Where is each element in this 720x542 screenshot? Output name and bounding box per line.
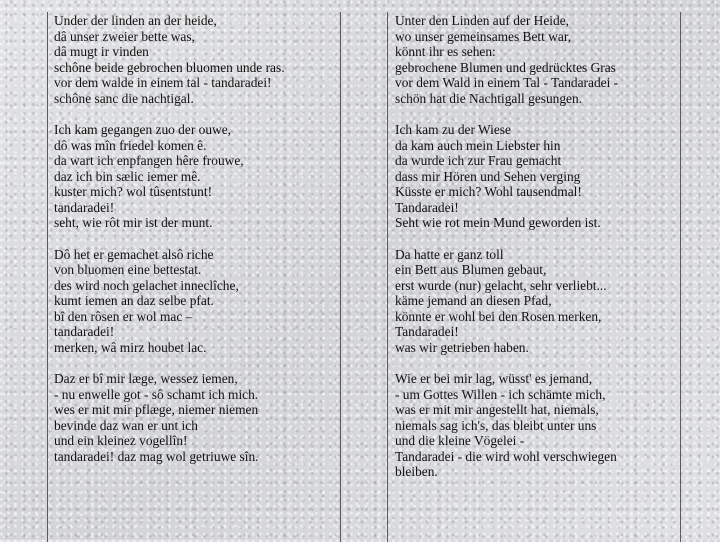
verse-line: Ich kam zu der Wiese — [395, 122, 511, 137]
verse-line: was wir getrieben haben. — [395, 339, 529, 355]
stanza-2 — [54, 122, 340, 231]
verse-line: vor dem walde in einem tal - tandaradei! — [54, 75, 272, 90]
verse-line: - nu enwelle got - sô schamt ich mich. — [54, 386, 259, 402]
verse-line: daz ich bin sælic iemer mê. — [54, 168, 201, 184]
verse-line: schône beide gebrochen bluomen unde ras. — [54, 59, 285, 75]
verse-line: bleiben. — [395, 464, 438, 479]
stanza-4 — [395, 371, 680, 480]
verse-line: Da hatte er ganz toll — [395, 246, 504, 262]
translation-text-column — [387, 12, 681, 542]
verse-line: was er mit mir angestellt hat, niemals, — [395, 402, 599, 417]
verse-line: und ein kleinez vogellîn! — [54, 433, 188, 448]
verse-line: tandaradei! daz mag wol getriuwe sîn. — [54, 448, 259, 464]
verse-line: von bluomen eine bettestat. — [54, 262, 202, 277]
verse-line: schône sanc die nachtigal. — [54, 90, 194, 106]
stanza-4 — [54, 371, 340, 464]
original-text-column — [47, 12, 341, 542]
verse-line: niemals sag ich's, das bleibt unter uns — [395, 417, 597, 433]
verse-line: ein Bett aus Blumen gebaut, — [395, 262, 547, 277]
stanza-1 — [54, 13, 340, 106]
verse-line: wo unser gemeinsames Bett war, — [395, 28, 572, 44]
verse-line: bevinde daz wan er unt ich — [54, 417, 198, 433]
verse-line: Tandaradei! — [395, 324, 459, 339]
verse-line: Daz er bî mir læge, wessez iemen, — [54, 371, 238, 386]
verse-line: wes er mit mir pflæge, niemer niemen — [54, 402, 259, 417]
verse-line: dass mir Hören und Sehen verging — [395, 168, 581, 184]
verse-line: - um Gottes Willen - ich schämte mich, — [395, 386, 606, 402]
verse-line: vor dem Wald in einem Tal - Tandaradei - — [395, 75, 619, 90]
stanza-2 — [395, 122, 680, 231]
verse-line: Wie er bei mir lag, wüsst' es jemand, — [395, 371, 593, 386]
verse-line: schön hat die Nachtigall gesungen. — [395, 90, 583, 106]
verse-line: Under der linden an der heide, — [54, 13, 217, 28]
verse-line: kuster mich? wol tûsentstunt! — [54, 184, 213, 199]
verse-line: Dô het er gemachet alsô riche — [54, 246, 214, 262]
verse-line: tandaradei! — [54, 324, 115, 339]
verse-line: bî den rôsen er wol mac – — [54, 308, 193, 324]
verse-line: Tandaradei - die wird wohl verschwiegen — [395, 448, 617, 464]
stanza-3 — [54, 247, 340, 356]
verse-line: dâ mugt ir vinden — [54, 44, 149, 59]
verse-line: merken, wâ mirz houbet lac. — [54, 339, 207, 355]
verse-line: kumt iemen an daz selbe pfat. — [54, 293, 214, 308]
verse-line: Unter den Linden auf der Heide, — [395, 13, 570, 28]
verse-line: tandaradei! — [54, 199, 115, 215]
verse-line: könnt ihr es sehen: — [395, 44, 496, 59]
verse-line: da kam auch mein Liebster hin — [395, 137, 561, 153]
stanza-3 — [395, 247, 680, 356]
verse-line: käme jemand an diesen Pfad, — [395, 293, 552, 308]
stanza-1 — [395, 13, 680, 106]
verse-line: Küsste er mich? Wohl tausendmal! — [395, 184, 582, 199]
verse-line: gebrochene Blumen und gedrücktes Gras — [395, 59, 616, 75]
verse-line: Seht wie rot mein Mund geworden ist. — [395, 215, 601, 230]
verse-line: des wird noch gelachet inneclîche, — [54, 277, 239, 293]
verse-line: seht, wie rôt mir ist der munt. — [54, 215, 213, 230]
verse-line: und die kleine Vögelei - — [395, 433, 525, 448]
verse-line: da wart ich enpfangen hêre frouwe, — [54, 153, 244, 168]
verse-line: könnte er wohl bei den Rosen merken, — [395, 308, 602, 324]
verse-line: da wurde ich zur Frau gemacht — [395, 153, 562, 168]
verse-line: erst wurde (nur) gelacht, sehr verliebt... — [395, 277, 607, 293]
verse-line: Ich kam gegangen zuo der ouwe, — [54, 122, 231, 137]
verse-line: Tandaradei! — [395, 199, 459, 215]
verse-line: dâ unser zweier bette was, — [54, 28, 195, 44]
verse-line: dô was mîn friedel komen ê. — [54, 137, 207, 153]
